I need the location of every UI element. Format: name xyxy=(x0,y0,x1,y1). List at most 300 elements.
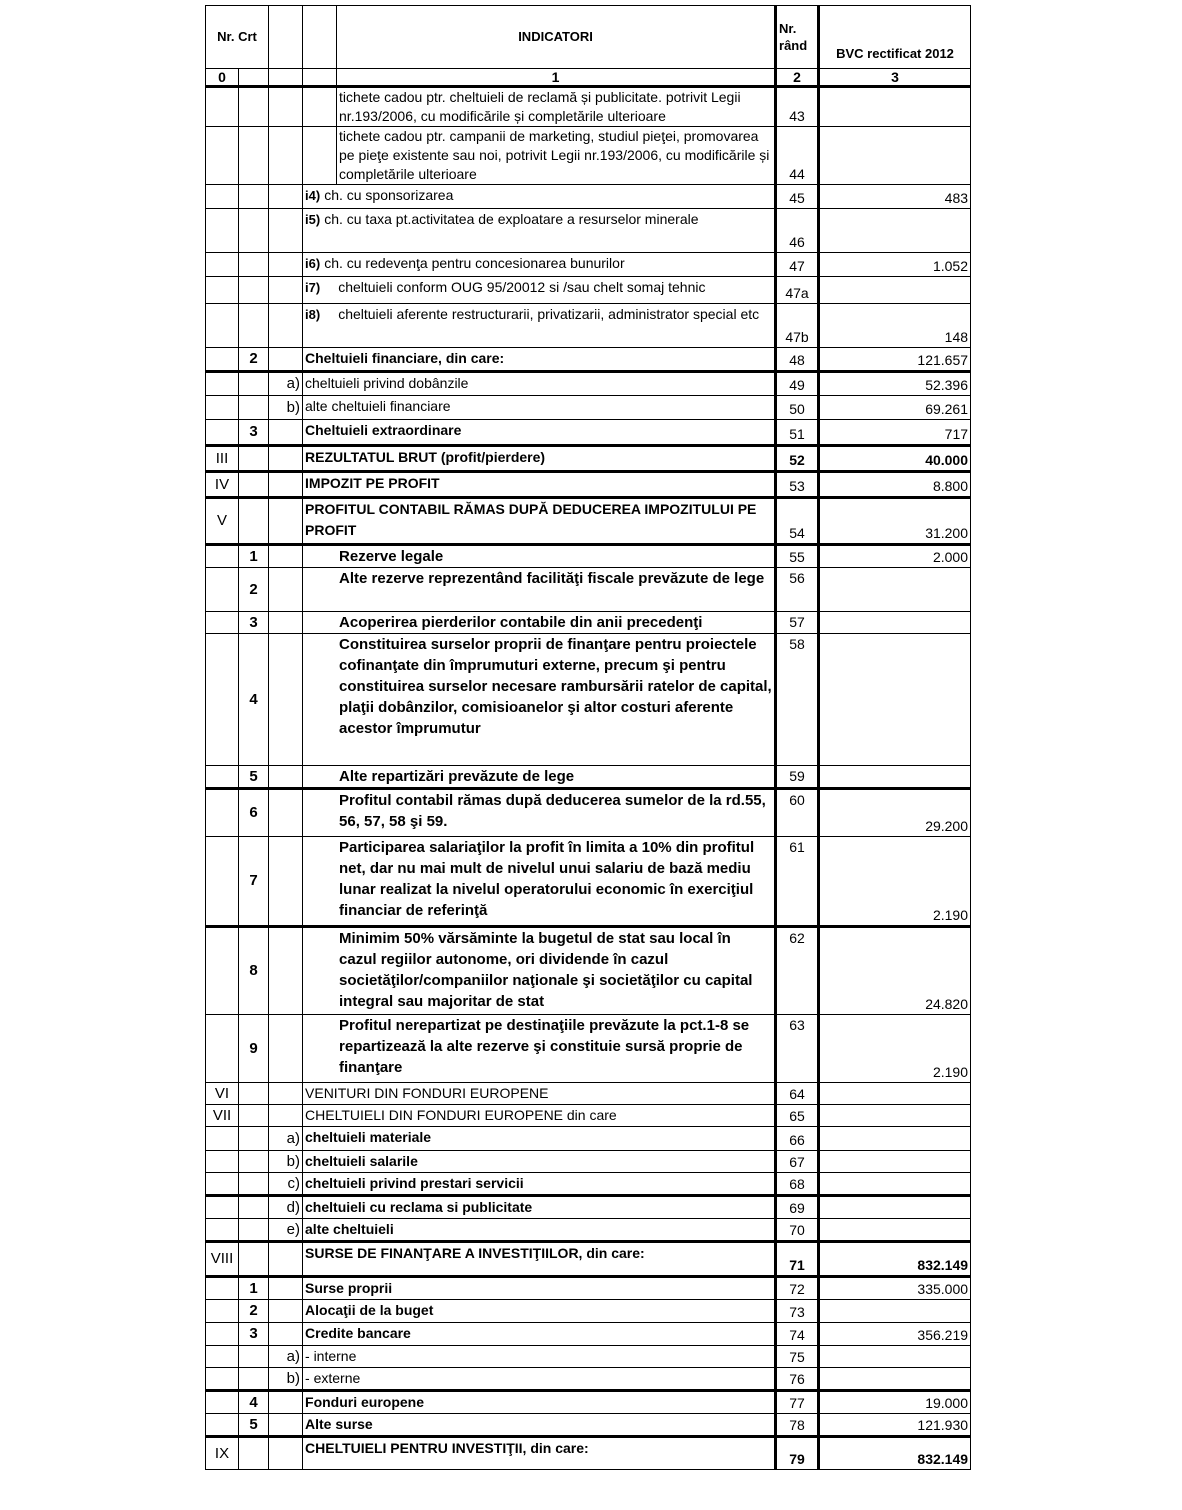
nr-rand-cell: 66 xyxy=(776,1127,819,1151)
indicator-label: cheltuieli salarile xyxy=(305,1153,418,1169)
bvc-value-cell: 121.930 xyxy=(819,1414,971,1437)
indicator-label: Credite bancare xyxy=(305,1325,411,1341)
indicator-text xyxy=(303,1300,776,1323)
sub-letter-cell xyxy=(269,1105,303,1127)
nr-rand-cell: 65 xyxy=(776,1105,819,1127)
nr-rand-cell: 50 xyxy=(776,396,819,420)
indent-cell xyxy=(303,127,337,185)
indicator-text xyxy=(303,634,776,766)
indicator-text xyxy=(303,498,776,545)
indicator-label: cheltuieli aferente restructurarii, privatizarii, administrator special etc xyxy=(338,306,760,322)
indicator-label: Rezerve legale xyxy=(339,548,444,565)
sub-letter-cell xyxy=(269,766,303,789)
sub-letter-cell xyxy=(269,1242,303,1277)
indicator-label: Constituirea surselor proprii de finanţare pentru proiectele cofinanţate din împrumuturi externe, precum şi pentru constituirea surselor necesare rambursării ratelor de capital, plaţii dobânzilor, comisioanelor şi altor costuri aferente acestor împrumutur xyxy=(339,636,772,737)
table-row xyxy=(206,372,971,396)
sub-letter-cell xyxy=(269,927,303,1015)
table-row xyxy=(206,1105,971,1127)
roman-numeral-cell xyxy=(206,1277,239,1300)
roman-numeral-cell: V xyxy=(206,498,239,545)
bvc-value-cell xyxy=(819,568,971,612)
nr-rand-cell: 59 xyxy=(776,766,819,789)
crt-number-cell: 9 xyxy=(239,1015,269,1083)
crt-number-cell xyxy=(239,127,269,185)
indicator-label: Fonduri europene xyxy=(305,1394,425,1410)
indicator-text xyxy=(303,1414,776,1437)
table-row xyxy=(206,1346,971,1368)
nr-rand-cell: 73 xyxy=(776,1300,819,1323)
table-row xyxy=(206,1277,971,1300)
nr-rand-cell: 46 xyxy=(776,209,819,253)
table-row xyxy=(206,472,971,498)
crt-number-cell xyxy=(239,185,269,209)
table-row xyxy=(206,127,971,185)
table-row xyxy=(206,1196,971,1219)
indicator-text xyxy=(303,372,776,396)
table-row xyxy=(206,1391,971,1414)
indicator-label: ch. cu redevenţa pentru concesionarea bunurilor xyxy=(324,255,625,271)
indicator-text xyxy=(303,1437,776,1470)
indicator-label: PROFITUL CONTABIL RĂMAS DUPĂ DEDUCEREA IMPOZITULUI PE PROFIT xyxy=(305,501,757,538)
crt-number-cell xyxy=(239,304,269,348)
nr-rand-cell: 75 xyxy=(776,1346,819,1368)
bvc-value-cell xyxy=(819,209,971,253)
table-row xyxy=(206,1015,971,1083)
indicator-text xyxy=(303,1346,776,1368)
indicator-text xyxy=(303,1368,776,1391)
table-row xyxy=(206,277,971,304)
roman-numeral-cell xyxy=(206,1219,239,1242)
nr-rand-cell: 56 xyxy=(776,568,819,612)
sub-letter-cell xyxy=(269,420,303,446)
indicator-text xyxy=(303,209,776,253)
indicator-index: i7) xyxy=(305,280,321,295)
indicator-text xyxy=(303,396,776,420)
roman-numeral-cell xyxy=(206,1368,239,1391)
col-number-empty xyxy=(239,69,269,87)
bvc-table xyxy=(205,5,971,1470)
col-number-empty xyxy=(269,69,303,87)
roman-numeral-cell xyxy=(206,1151,239,1173)
indicator-label: Alte surse xyxy=(305,1416,373,1432)
roman-numeral-cell xyxy=(206,837,239,927)
roman-numeral-cell xyxy=(206,209,239,253)
nr-rand-cell: 52 xyxy=(776,446,819,472)
header-indicatori: INDICATORI xyxy=(337,6,776,69)
indicator-label: ch. cu taxa pt.activitatea de exploatare a resurselor minerale xyxy=(324,211,699,227)
column-numbers-row xyxy=(206,69,971,87)
roman-numeral-cell xyxy=(206,87,239,127)
indicator-label: cheltuieli cu reclama si publicitate xyxy=(305,1199,533,1215)
bvc-value-cell xyxy=(819,1105,971,1127)
bvc-value-cell: 335.000 xyxy=(819,1277,971,1300)
indicator-label: alte cheltuieli xyxy=(305,1221,394,1237)
roman-numeral-cell xyxy=(206,1414,239,1437)
bvc-value-cell xyxy=(819,1151,971,1173)
bvc-value-cell xyxy=(819,1173,971,1196)
indicator-text xyxy=(303,1173,776,1196)
bvc-value-cell xyxy=(819,87,971,127)
table-row xyxy=(206,185,971,209)
crt-number-cell: 2 xyxy=(239,1300,269,1323)
sub-letter-cell xyxy=(269,568,303,612)
nr-rand-cell: 53 xyxy=(776,472,819,498)
bvc-value-cell xyxy=(819,1127,971,1151)
table-row xyxy=(206,568,971,612)
indicator-label: alte cheltuieli financiare xyxy=(305,398,451,414)
crt-number-cell xyxy=(239,396,269,420)
roman-numeral-cell xyxy=(206,1196,239,1219)
roman-numeral-cell xyxy=(206,1127,239,1151)
indicator-label: VENITURI DIN FONDURI EUROPENE xyxy=(305,1085,549,1101)
nr-rand-cell: 51 xyxy=(776,420,819,446)
col-number-1: 1 xyxy=(337,69,776,87)
roman-numeral-cell xyxy=(206,1323,239,1346)
crt-number-cell xyxy=(239,1173,269,1196)
nr-rand-cell: 48 xyxy=(776,348,819,372)
bvc-value-cell: 8.800 xyxy=(819,472,971,498)
table-row xyxy=(206,837,971,927)
crt-number-cell xyxy=(239,472,269,498)
sub-letter-cell xyxy=(269,277,303,304)
indicator-text xyxy=(303,568,776,612)
nr-rand-cell: 74 xyxy=(776,1323,819,1346)
nr-rand-cell: 54 xyxy=(776,498,819,545)
bvc-value-cell xyxy=(819,127,971,185)
crt-number-cell xyxy=(239,1242,269,1277)
indicator-text xyxy=(303,185,776,209)
roman-numeral-cell xyxy=(206,568,239,612)
indicator-text xyxy=(303,420,776,446)
table-row xyxy=(206,253,971,277)
bvc-value-cell xyxy=(819,1083,971,1105)
indicator-text xyxy=(303,277,776,304)
sub-letter-cell xyxy=(269,185,303,209)
sub-letter-cell: b) xyxy=(269,1368,303,1391)
table-row xyxy=(206,766,971,789)
sub-letter-cell xyxy=(269,498,303,545)
crt-number-cell: 5 xyxy=(239,766,269,789)
indicator-text xyxy=(303,766,776,789)
crt-number-cell: 3 xyxy=(239,420,269,446)
indicator-label: cheltuieli privind prestari servicii xyxy=(305,1175,524,1191)
nr-rand-cell: 67 xyxy=(776,1151,819,1173)
indicator-label: ch. cu sponsorizarea xyxy=(324,187,454,203)
indicator-label: SURSE DE FINANŢARE A INVESTIŢIILOR, din care: xyxy=(305,1245,645,1261)
bvc-value-cell: 40.000 xyxy=(819,446,971,472)
crt-number-cell: 3 xyxy=(239,612,269,634)
indent-cell xyxy=(303,87,337,127)
crt-number-cell: 6 xyxy=(239,789,269,837)
crt-number-cell: 1 xyxy=(239,545,269,568)
table-row xyxy=(206,1151,971,1173)
roman-numeral-cell xyxy=(206,253,239,277)
sub-letter-cell xyxy=(269,837,303,927)
bvc-value-cell xyxy=(819,634,971,766)
crt-number-cell xyxy=(239,1368,269,1391)
indicator-label: Minimim 50% vărsăminte la bugetul de stat sau local în cazul regiilor autonome, ori dividende în cazul societăţilor/companiilor naţionale şi societăţilor cu capital integral sau majoritar de stat xyxy=(339,930,753,1010)
indicator-label: cheltuieli privind dobânzile xyxy=(305,375,469,391)
sub-letter-cell: b) xyxy=(269,396,303,420)
table-row xyxy=(206,1323,971,1346)
crt-number-cell xyxy=(239,1151,269,1173)
roman-numeral-cell xyxy=(206,396,239,420)
crt-number-cell xyxy=(239,1127,269,1151)
crt-number-cell xyxy=(239,446,269,472)
crt-number-cell: 4 xyxy=(239,1391,269,1414)
nr-rand-cell: 68 xyxy=(776,1173,819,1196)
table-row xyxy=(206,1437,971,1470)
indicator-label: Alocaţii de la buget xyxy=(305,1302,434,1318)
indicator-label: REZULTATUL BRUT (profit/pierdere) xyxy=(305,449,546,465)
roman-numeral-cell xyxy=(206,372,239,396)
sub-letter-cell xyxy=(269,1323,303,1346)
roman-numeral-cell: III xyxy=(206,446,239,472)
indicator-label: - interne xyxy=(305,1348,357,1364)
indicator-text xyxy=(303,1196,776,1219)
crt-number-cell xyxy=(239,253,269,277)
nr-rand-cell: 70 xyxy=(776,1219,819,1242)
roman-numeral-cell xyxy=(206,277,239,304)
table-row xyxy=(206,634,971,766)
table-row xyxy=(206,498,971,545)
crt-number-cell: 4 xyxy=(239,634,269,766)
roman-numeral-cell xyxy=(206,420,239,446)
table-row xyxy=(206,1219,971,1242)
indicator-text: tichete cadou ptr. campanii de marketing, studiul pieţei, promovarea pe pieţe existente sau noi, potrivit Legii nr.193/2006, cu modificările și completările ulterioare xyxy=(337,127,776,185)
indicator-text xyxy=(303,1242,776,1277)
sub-letter-cell xyxy=(269,472,303,498)
indicator-label: Profitul nerepartizat pe destinaţiile prevăzute la pct.1-8 se repartizează la alte rezerve şi constituie sursă proprie de finanţare xyxy=(339,1017,750,1076)
bvc-value-cell: 832.149 xyxy=(819,1437,971,1470)
crt-number-cell xyxy=(239,209,269,253)
indicator-text: tichete cadou ptr. cheltuieli de reclamă și publicitate. potrivit Legii nr.193/2006, cu modificările și completările ulterioare xyxy=(337,87,776,127)
indicator-text xyxy=(303,446,776,472)
budget-table-sheet xyxy=(205,5,970,1470)
indicator-index: i6) xyxy=(305,256,321,271)
roman-numeral-cell xyxy=(206,185,239,209)
indicator-index: i5) xyxy=(305,212,321,227)
indicator-text xyxy=(303,348,776,372)
bvc-value-cell: 29.200 xyxy=(819,789,971,837)
indicator-text xyxy=(303,837,776,927)
indicator-label: cheltuieli materiale xyxy=(305,1129,432,1145)
roman-numeral-cell: IV xyxy=(206,472,239,498)
indicator-label: Alte rezerve reprezentând facilităţi fiscale prevăzute de lege xyxy=(339,570,765,587)
crt-number-cell xyxy=(239,1437,269,1470)
indicator-text xyxy=(303,253,776,277)
crt-number-cell xyxy=(239,1219,269,1242)
nr-rand-cell: 78 xyxy=(776,1414,819,1437)
indicator-label: CHELTUIELI PENTRU INVESTIŢII, din care: xyxy=(305,1440,589,1456)
nr-rand-cell: 69 xyxy=(776,1196,819,1219)
indicator-text xyxy=(303,612,776,634)
indicator-label: Acoperirea pierderilor contabile din anii precedenţi xyxy=(339,614,703,631)
sub-letter-cell xyxy=(269,1414,303,1437)
table-row xyxy=(206,1414,971,1437)
sub-letter-cell xyxy=(269,545,303,568)
nr-rand-cell: 43 xyxy=(776,87,819,127)
table-row xyxy=(206,304,971,348)
sub-letter-cell: c) xyxy=(269,1173,303,1196)
indicator-index: i4) xyxy=(305,188,321,203)
nr-rand-cell: 55 xyxy=(776,545,819,568)
sub-letter-cell: a) xyxy=(269,372,303,396)
indicator-label: Profitul contabil rămas după deducerea sumelor de la rd.55, 56, 57, 58 şi 59. xyxy=(339,792,766,830)
nr-rand-cell: 64 xyxy=(776,1083,819,1105)
bvc-value-cell: 356.219 xyxy=(819,1323,971,1346)
table-row xyxy=(206,545,971,568)
indicator-label: Surse proprii xyxy=(305,1280,393,1296)
sub-letter-cell xyxy=(269,446,303,472)
sub-letter-cell xyxy=(269,209,303,253)
bvc-value-cell xyxy=(819,1346,971,1368)
indicator-index: i8) xyxy=(305,307,321,322)
indicator-text xyxy=(303,1277,776,1300)
sub-letter-cell: a) xyxy=(269,1346,303,1368)
crt-number-cell xyxy=(239,1083,269,1105)
table-row xyxy=(206,209,971,253)
sub-letter-cell xyxy=(269,1300,303,1323)
col-number-0: 0 xyxy=(206,69,239,87)
crt-number-cell: 7 xyxy=(239,837,269,927)
roman-numeral-cell xyxy=(206,612,239,634)
bvc-value-cell xyxy=(819,1368,971,1391)
header-empty-col xyxy=(269,6,303,69)
crt-number-cell xyxy=(239,1346,269,1368)
sub-letter-cell xyxy=(269,253,303,277)
nr-rand-cell: 61 xyxy=(776,837,819,927)
table-row xyxy=(206,1242,971,1277)
indicator-text xyxy=(303,1015,776,1083)
table-row xyxy=(206,396,971,420)
sub-letter-cell: a) xyxy=(269,1127,303,1151)
table-row xyxy=(206,1300,971,1323)
indicator-text xyxy=(303,1105,776,1127)
bvc-value-cell: 2.000 xyxy=(819,545,971,568)
sub-letter-cell: e) xyxy=(269,1219,303,1242)
bvc-value-cell xyxy=(819,1300,971,1323)
roman-numeral-cell: VII xyxy=(206,1105,239,1127)
bvc-value-cell xyxy=(819,277,971,304)
crt-number-cell xyxy=(239,1196,269,1219)
indicator-label: cheltuieli conform OUG 95/20012 si /sau chelt somaj tehnic xyxy=(338,279,706,295)
roman-numeral-cell: VI xyxy=(206,1083,239,1105)
bvc-value-cell: 31.200 xyxy=(819,498,971,545)
bvc-value-cell: 2.190 xyxy=(819,837,971,927)
indicator-text xyxy=(303,1323,776,1346)
indicator-label: Participarea salariaţilor la profit în limita a 10% din profitul net, dar nu mai mult de nivelul unui salariu de bază mediu lunar realizat la nivelul operatorului economic în exerciţiul financiar de referinţă xyxy=(339,839,755,919)
roman-numeral-cell xyxy=(206,348,239,372)
table-row xyxy=(206,789,971,837)
nr-rand-cell: 63 xyxy=(776,1015,819,1083)
crt-number-cell: 8 xyxy=(239,927,269,1015)
bvc-value-cell: 19.000 xyxy=(819,1391,971,1414)
crt-number-cell xyxy=(239,1105,269,1127)
crt-number-cell xyxy=(239,277,269,304)
bvc-value-cell: 52.396 xyxy=(819,372,971,396)
indicator-text xyxy=(303,1083,776,1105)
bvc-value-cell xyxy=(819,1196,971,1219)
indicator-label: IMPOZIT PE PROFIT xyxy=(305,475,440,491)
bvc-value-cell xyxy=(819,612,971,634)
nr-rand-cell: 57 xyxy=(776,612,819,634)
crt-number-cell xyxy=(239,372,269,396)
nr-rand-cell: 44 xyxy=(776,127,819,185)
roman-numeral-cell xyxy=(206,1015,239,1083)
table-row xyxy=(206,927,971,1015)
table-row xyxy=(206,1127,971,1151)
roman-numeral-cell xyxy=(206,1300,239,1323)
bvc-value-cell: 2.190 xyxy=(819,1015,971,1083)
roman-numeral-cell: IX xyxy=(206,1437,239,1470)
indicator-text xyxy=(303,789,776,837)
col-number-3: 3 xyxy=(819,69,971,87)
indicator-text xyxy=(303,472,776,498)
table-row xyxy=(206,1083,971,1105)
indicator-text xyxy=(303,1127,776,1151)
sub-letter-cell xyxy=(269,1391,303,1414)
nr-rand-cell: 60 xyxy=(776,789,819,837)
crt-number-cell xyxy=(239,87,269,127)
crt-number-cell: 1 xyxy=(239,1277,269,1300)
sub-letter-cell xyxy=(269,1277,303,1300)
col-number-2: 2 xyxy=(776,69,819,87)
roman-numeral-cell xyxy=(206,545,239,568)
bvc-value-cell: 121.657 xyxy=(819,348,971,372)
nr-rand-cell: 45 xyxy=(776,185,819,209)
nr-rand-cell: 76 xyxy=(776,1368,819,1391)
roman-numeral-cell xyxy=(206,1391,239,1414)
sub-letter-cell: b) xyxy=(269,1151,303,1173)
table-row xyxy=(206,1368,971,1391)
table-row xyxy=(206,87,971,127)
roman-numeral-cell xyxy=(206,1173,239,1196)
bvc-value-cell: 69.261 xyxy=(819,396,971,420)
sub-letter-cell xyxy=(269,87,303,127)
roman-numeral-cell xyxy=(206,304,239,348)
bvc-value-cell xyxy=(819,766,971,789)
table-row xyxy=(206,446,971,472)
roman-numeral-cell xyxy=(206,634,239,766)
nr-rand-cell: 47 xyxy=(776,253,819,277)
sub-letter-cell xyxy=(269,127,303,185)
crt-number-cell: 5 xyxy=(239,1414,269,1437)
bvc-value-cell: 148 xyxy=(819,304,971,348)
indicator-text xyxy=(303,1219,776,1242)
indicator-text xyxy=(303,1391,776,1414)
indicator-label: Alte repartizări prevăzute de lege xyxy=(339,768,575,785)
sub-letter-cell xyxy=(269,348,303,372)
sub-letter-cell: d) xyxy=(269,1196,303,1219)
header-bvc: BVC rectificat 2012 xyxy=(819,6,971,69)
table-row xyxy=(206,420,971,446)
bvc-value-cell: 717 xyxy=(819,420,971,446)
indicator-text xyxy=(303,304,776,348)
table-row xyxy=(206,1173,971,1196)
bvc-value-cell: 1.052 xyxy=(819,253,971,277)
nr-rand-cell: 72 xyxy=(776,1277,819,1300)
sub-letter-cell xyxy=(269,634,303,766)
roman-numeral-cell xyxy=(206,927,239,1015)
sub-letter-cell xyxy=(269,612,303,634)
roman-numeral-cell: VIII xyxy=(206,1242,239,1277)
indicator-label: CHELTUIELI DIN FONDURI EUROPENE din care xyxy=(305,1107,617,1123)
table-row xyxy=(206,348,971,372)
indicator-label: Cheltuieli extraordinare xyxy=(305,422,462,438)
indicator-label: Cheltuieli financiare, din care: xyxy=(305,350,505,366)
sub-letter-cell xyxy=(269,1437,303,1470)
